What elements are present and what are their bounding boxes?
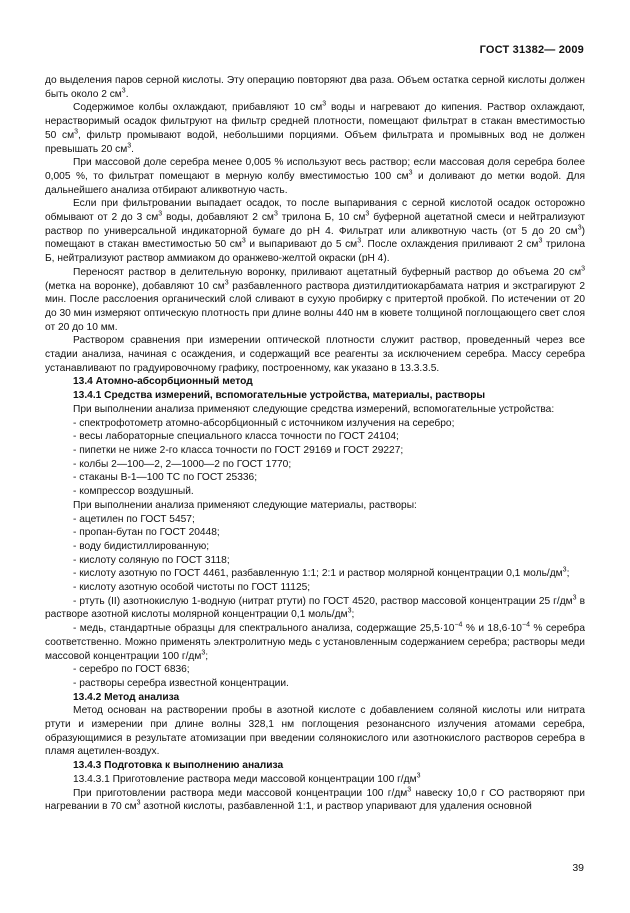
paragraph: Переносят раствор в делительную воронку, приливают ацетатный буферный раствор до объема 20 $см^3$ (метка на воронке), добавляют 10 $см^3$ разбавленного раствора диэтилдитиокарбамата натрия и экстрагируют 2 мин. После расслоения органический слой сливают в сухую пробирку с притертой пробкой. По истечении от 20 до 30 мин измеряют оптическую плотность при длине волны 440 нм в кювете толщиной поглощающего свет слоя от 20 до 10 мм. bbox=[45, 265, 585, 333]
standard-header: ГОСТ 31382— 2009 bbox=[479, 44, 584, 56]
paragraph: - компрессор воздушный. bbox=[73, 486, 194, 498]
paragraph: При выполнении анализа применяют следующие средства измерений, вспомогательные устройства: bbox=[73, 403, 555, 415]
section-heading: 13.4.1 Средства измерений, вспомогательные устройства, материалы, растворы bbox=[73, 390, 486, 402]
paragraph: Содержимое колбы охлаждают, прибавляют 10 $см^3$ воды и нагревают до кипения. Раствор охлаждают, нерастворимый осадок фильтруют на фильтр средней плотности, помещают фильтрат в стакан вместимостью 50 $см^3$, фильтр промывают водой, небольшими порциями. Объем фильтрата и промывных вод не должен превышать 20 $см^3$. bbox=[45, 101, 585, 155]
paragraph: При массовой доле серебра менее 0,005 % используют весь раствор; если массовая доля серебра более 0,005 %, то фильтрат помещают в мерную колбу вместимостью 100 $см^3$ и доливают до метки водой. Для дальнейшего анализа отбирают аликвотную часть. bbox=[45, 157, 585, 196]
paragraph: 13.4.3.1 Приготовление раствора меди массовой концентрации 100 $г/дм^3$ bbox=[73, 772, 421, 785]
paragraph: - кислоту соляную по ГОСТ 3118; bbox=[73, 554, 230, 566]
paragraph: - колбы 2—100—2, 2—1000—2 по ГОСТ 1770; bbox=[73, 458, 292, 470]
paragraph: - серебро по ГОСТ 6836; bbox=[73, 664, 190, 676]
document-body bbox=[45, 74, 585, 814]
paragraph: - пипетки не ниже 2-го класса точности по ГОСТ 29169 и ГОСТ 29227; bbox=[73, 444, 404, 456]
paragraph: При приготовлении раствора меди массовой концентрации 100 $г/дм^3$ навеску 10,0 г СО растворяют при нагревании в 70 $см^3$ азотной кислоты, разбавленной 1:1, и раствор упаривают для удаления основной bbox=[45, 786, 585, 813]
paragraph: Раствором сравнения при измерении оптической плотности служит раствор, проведенный через все стадии анализа, начиная с осаждения, и содержащий все реагенты за исключением серебра. Массу серебра устанавливают по градуировочному графику, построенному, как указано в 13.3.3.5. bbox=[45, 335, 585, 374]
paragraph: - весы лабораторные специального класса точности по ГОСТ 24104; bbox=[73, 431, 399, 443]
page-number: 39 bbox=[572, 862, 584, 874]
section-heading: 13.4.3 Подготовка к выполнению анализа bbox=[73, 760, 284, 772]
paragraph: - спектрофотометр атомно-абсорбционный с источником излучения на серебро; bbox=[73, 417, 455, 429]
paragraph: - ртуть (II) азотнокислую 1-водную (нитрат ртути) по ГОСТ 4520, раствор массовой концентрации 25 $г/дм^3$ в растворе азотной кислоты молярной концентрации 0,1 моль/$дм^3$; bbox=[45, 594, 585, 621]
paragraph: - кислоту азотную по ГОСТ 4461, разбавленную 1:1; 2:1 и раствор молярной концентрации 0,1 моль/$дм^3$; bbox=[73, 566, 570, 580]
paragraph: Метод основан на растворении пробы в азотной кислоте с добавлением соляной кислоты или нитрата ртути и измерении при длине волны 328,1 нм поглощения резонансного излучения атомами серебра, образующимися в результате атомизации при введении солянокислого или азотнокислого растворов серебра в пламя ацетилен-воздух. bbox=[45, 705, 585, 758]
paragraph: - ацетилен по ГОСТ 5457; bbox=[73, 513, 195, 525]
section-heading: 13.4 Атомно-абсорбционный метод bbox=[73, 376, 253, 388]
paragraph: - медь, стандартные образцы для спектрального анализа, содержащие $25,5\cdot 10^{-4}$ % и $18,6\cdot 10^{-4}$ % серебра соответственно. Можно применять электролитную медь с установленным содержанием серебра; растворы меди массовой концентрации 100 $г/дм^3$; bbox=[45, 621, 585, 662]
section-heading: 13.4.2 Метод анализа bbox=[73, 691, 180, 703]
paragraph: При выполнении анализа применяют следующие материалы, растворы: bbox=[73, 499, 417, 511]
paragraph: - пропан-бутан по ГОСТ 20448; bbox=[73, 527, 220, 539]
paragraph: - стаканы В-1—100 ТС по ГОСТ 25336; bbox=[73, 472, 258, 484]
paragraph: - кислоту азотную особой чистоты по ГОСТ 11125; bbox=[73, 582, 311, 594]
paragraph: Если при фильтровании выпадает осадок, то после выпаривания с серной кислотой осадок осторожно обмывают от 2 до 3 $см^3$ воды, добавляют 2 $см^3$ трилона Б, 10 $см^3$ буферной ацетатной смеси и нейтрализуют раствор по универсальной индикаторной бумаге до рН 4. Фильтрат или аликвотную часть (от 5 до 20 $см^3$) помещают в стакан вместимостью 50 $см^3$ и выпаривают до 5 $см^3$. После охлаждения приливают 2 $см^3$ трилона Б, нейтрализуют раствор аммиаком до оранжево-желтой окраски (рН 4). bbox=[45, 198, 585, 265]
paragraph: до выделения паров серной кислоты. Эту операцию повторяют два раза. Объем остатка серной кислоты должен быть около 2 $см^3$. bbox=[45, 75, 585, 100]
paragraph: - воду бидистиллированную; bbox=[73, 540, 210, 552]
paragraph: - растворы серебра известной концентрации. bbox=[73, 677, 289, 689]
